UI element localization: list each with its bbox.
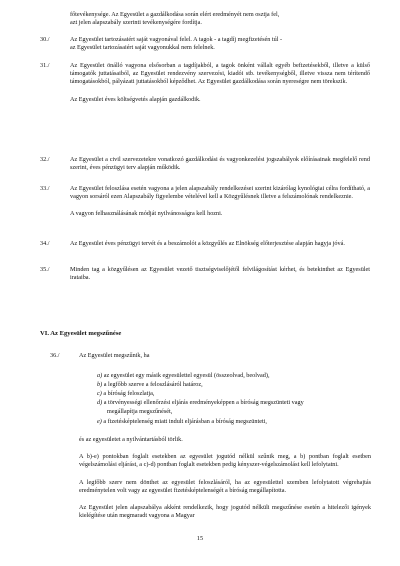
list-item-d (97, 399, 304, 407)
section-35-paragraph: Minden tag a közgyűlésen az Egyesület vezető tisztségviselőjétől felvilágosítást kérhet, és betekinthet az Egyesület irataiba. (70, 266, 370, 282)
section-33-number: 33./ (40, 185, 50, 192)
list-item-a (97, 372, 270, 380)
top-continuation (70, 11, 370, 27)
list-item-e (97, 418, 267, 426)
top-line-1: főtevékenysége. Az Egyesület a gazdálkodása során elért eredményét nem osztja fel, (70, 11, 280, 18)
section-31-paragraph-1: Az Egyesület önálló vagyona elsősorban a tagdíjakból, a tagok önként vállalt egyéb befizetésekből, illetve a külső támogatók juttatásaiból, az Egyesület rendezvény szervezési, kiadói stb. tevékenységből, illetve vissza nem térítendő támogatásokból, pályázati juttatásokból képződhet. Az Egyesület gazdálkodása során nyereségre nem törekszik. (70, 62, 370, 86)
list-item-b (97, 381, 203, 389)
list-text-d: a törvényességi ellenőrzési eljárás eredményeképpen a bíróság megszünteti vagy (103, 399, 304, 406)
list-label-e: e) (97, 418, 102, 425)
section-35-number: 35./ (40, 266, 50, 273)
section-vi-heading: VI. Az Egyesület megszűnése (40, 330, 122, 337)
section-34-number: 34./ (40, 240, 50, 247)
section-34 (70, 240, 370, 248)
section-30 (70, 36, 370, 52)
list-label-b: b) (97, 381, 103, 388)
section-32-paragraph: Az Egyesület a civil szervezetekre vonatkozó gazdálkodási és vagyonkezelési jogszabályok előírásainak megfelelő rend szerint, éves pénzügyi terv alapján működik. (70, 156, 370, 172)
section-36-body (79, 436, 371, 520)
section-33 (70, 185, 370, 219)
section-32 (70, 156, 370, 172)
section-33-paragraph-1: Az Egyesület feloszlása esetén vagyona a jelen alapszabály rendelkezései szerint kizárólag kynológiai célra fordítható, a vagyon sorsáról ezen Alapszabály figyelembe vételével kell a Közgyűlésnek illetve a felszámolónak rendelkeznie. (70, 185, 370, 201)
section-31-paragraph-2: Az Egyesület éves költségvetés alapján gazdálkodik. (70, 95, 201, 103)
section-36-paragraph-2: és az egyesületet a nyilvántartásból törlik. (79, 436, 183, 443)
top-line-2: azt jelen alapszabály szerinti tevékenységére fordítja. (70, 19, 202, 27)
section-36-paragraph-4: A legfőbb szerv nem dönthet az egyesület feloszlásáról, ha az egyesülettel szemben lefolytatott végrehajtás eredménytelen volt vagy az egyesület fizetésképtelenségét a bíróság megállapította. (79, 478, 371, 494)
section-30-line-1: Az Egyesület tartozásaiért saját vagyonával felel. A tagok - a tagdíj megfizetésén túl - (70, 36, 283, 43)
list-item-d-continuation (107, 408, 172, 416)
section-30-line-2: az Egyesület tartozásaiért saját vagyonukkal nem felelnek. (70, 44, 215, 52)
list-label-d: d) (97, 399, 103, 406)
list-text-a: az egyesület egy másik egyesülettel egyesül (összeolvad, beolvad), (103, 372, 270, 379)
section-31-number: 31./ (40, 62, 50, 69)
section-36-intro: Az Egyesület megszűnik, ha (79, 352, 150, 359)
list-label-a: a) (97, 372, 103, 379)
section-36-paragraph-5: Az Egyesület jelen alapszabálya akként rendelkezik, hogy jogutód nélküli megszűnése esetén a hitelezői igények kielégítése után megmaradt vagyona a Magyar (79, 504, 371, 520)
section-32-number: 32./ (40, 156, 50, 163)
section-34-paragraph: Az Egyesület éves pénzügyi tervét és a beszámolót a közgyűlés az Elnökség előterjesztése alapján hagyja jóvá. (70, 240, 345, 247)
page-number: 15 (196, 535, 204, 542)
list-text-d-continuation: megállapítja megszűnését, (107, 408, 173, 415)
section-36-paragraph-3: A b)-e) pontokban foglalt esetekben az egyesület jogutód nélkül szűnik meg, a b) pontban foglalt esetben végelszámolási eljárást, a c)-d) pontban foglalt esetekben pedig kényszer-végelszámolást kell lefolytatni. (79, 453, 371, 469)
list-item-c (97, 390, 154, 398)
section-33-paragraph-2: A vagyon felhasználásának módját nyilvánosságra kell hozni. (70, 210, 223, 218)
list-text-e: a fizetésképtelenség miatt indult eljárásban a bíróság megszünteti, (103, 418, 267, 425)
section-31 (70, 62, 370, 104)
section-30-number: 30./ (40, 36, 50, 43)
list-label-c: c) (97, 390, 102, 397)
list-text-b: a legfőbb szerve a feloszlásáról határoz, (103, 381, 203, 388)
list-text-c: a bíróság feloszlatja, (103, 390, 155, 397)
section-35 (70, 266, 370, 282)
section-36-number: 36./ (50, 352, 60, 359)
